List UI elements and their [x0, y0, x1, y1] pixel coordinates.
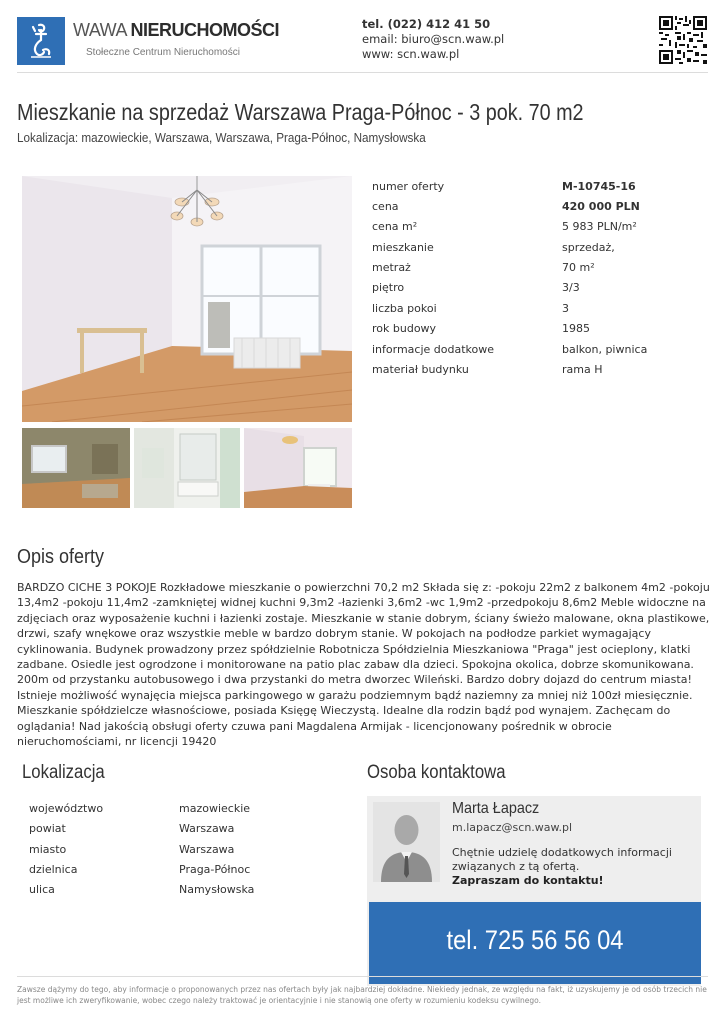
thumbnail-photo[interactable]	[244, 428, 352, 508]
thumbnail-photo[interactable]	[22, 428, 130, 508]
detail-value: 3/3	[562, 281, 580, 294]
description-text: BARDZO CICHE 3 POKOJE Rozkładowe mieszkanie o powierzchni 70,2 m2 Składa się z: -pokoju 22m2 z balkonem 4m2 -pokoju 13,4m2 -pokoju 11,4m2 -zamkniętej widnej kuchni 9,3m2 -łazienki 3,6m2 -wc 1,9m2 -przedpokoju 8,6m2 Meble widoczne na zdjęciach oraz wyposażenie kuchni i łazienki zostaje. Mieszkanie w stanie dobrym, ściany świeżo malowane, okna plastikowe, drzwi, szafy wnękowe oraz wszystkie meble w bardzo dobrym stanie. W pokojach na podłodze parkiet wymagający cyklinowania. Budynek prowadzony przez spółdzielnie Robotnicza Spółdzielnia Mieszkaniowa "Praga" jest ocieplony, klatki zadbane. Osiedle jest ogrodzone i monitorowane na patio plac zabaw dla dzieci. Spokojna okolica, dobrze skomunikowana. 200m od przystanku autobusowego i dwa przystanki do metra dworzec Wileński. Bardzo dobry dojazd do centrum miasta! Istnieje możliwość wynajęcia miejsca parkingowego w garażu podziemnym bądź naziemny za mniej niż 100zł miesięcznie. Mieszkanie spółdzielcze własnościowe, posiada Księgę Wieczystą. Idealne dla rodzin bądź pod wynajem. Zachęcam do oglądania! Nad jakością obsługi oferty czuwa pani Magdalena Armijak - licencjonowany pośrednik w obrocie nieruchomościami, nr licencji 19420	[17, 581, 710, 749]
detail-value: balkon, piwnica	[562, 343, 648, 356]
agent-phone[interactable]: tel. 725 56 56 04	[446, 925, 624, 955]
detail-label: materiał budynku	[372, 363, 469, 376]
detail-value: 5 983 PLN/m²	[562, 220, 637, 233]
qr-code	[659, 16, 707, 64]
brand-subtitle: Stołeczne Centrum Nieruchomości	[86, 47, 240, 58]
footer-divider	[17, 976, 708, 977]
mermaid-emblem-icon	[17, 17, 65, 65]
location-heading: Lokalizacja	[22, 762, 105, 783]
agency-website[interactable]: www: scn.waw.pl	[362, 47, 460, 61]
company-logo[interactable]	[17, 17, 65, 65]
location-label: powiat	[29, 822, 66, 835]
location-value: Namysłowska	[179, 883, 255, 896]
detail-value: 70 m²	[562, 261, 595, 274]
agent-name: Marta Łapacz	[452, 800, 540, 817]
detail-value: rama H	[562, 363, 603, 376]
detail-label: informacje dodatkowe	[372, 343, 495, 356]
header-divider	[17, 72, 708, 73]
brand-name: WAWA NIERUCHOMOŚCI	[73, 20, 280, 40]
main-photo[interactable]	[22, 176, 352, 422]
detail-label: cena	[372, 200, 399, 213]
agent-note: Chętnie udzielę dodatkowych informacji związanych z tą ofertą.	[452, 846, 672, 873]
detail-value: 420 000 PLN	[562, 200, 640, 213]
contact-cta: Zapraszam do kontaktu!	[452, 874, 604, 887]
detail-value: 3	[562, 302, 569, 315]
thumbnail-photo[interactable]	[134, 428, 240, 508]
detail-label: numer oferty	[372, 180, 445, 193]
detail-label: rok budowy	[372, 322, 437, 335]
offer-title: Mieszkanie na sprzedaż Warszawa Praga-Północ - 3 pok. 70 m2	[17, 99, 584, 125]
detail-value: 1985	[562, 322, 590, 335]
location-label: województwo	[29, 802, 104, 815]
agent-avatar	[373, 802, 440, 882]
location-value: Warszawa	[179, 843, 235, 856]
disclaimer-text: Zawsze dążymy do tego, aby informacje o proponowanych przez nas ofertach były jak najbardziej dokładne. Niekiedy jednak, ze względu na fakt, iż uzyskujemy je od osób trzecich nie jest możliwe ich zweryfikowanie, wobec czego należy traktować je orientacyjnie i nie stanowią one oferty w rozumieniu kodeksu cywilnego.	[17, 985, 707, 1005]
detail-value: M-10745-16	[562, 180, 636, 193]
offer-location-line: Lokalizacja: mazowieckie, Warszawa, Warszawa, Praga-Północ, Namysłowska	[17, 130, 426, 145]
detail-label: piętro	[372, 281, 405, 294]
location-value: Praga-Północ	[179, 863, 251, 876]
description-heading: Opis oferty	[17, 546, 105, 568]
detail-label: metraż	[372, 261, 411, 274]
location-value: Warszawa	[179, 822, 235, 835]
detail-label: mieszkanie	[372, 241, 434, 254]
agent-email[interactable]: m.lapacz@scn.waw.pl	[452, 821, 573, 834]
person-silhouette-icon	[373, 802, 440, 882]
agency-email[interactable]: email: biuro@scn.waw.pl	[362, 32, 505, 46]
detail-value: sprzedaż,	[562, 241, 615, 254]
location-value: mazowieckie	[179, 802, 251, 815]
contact-heading: Osoba kontaktowa	[367, 762, 506, 783]
detail-label: liczba pokoi	[372, 302, 437, 315]
location-label: dzielnica	[29, 863, 78, 876]
agency-phone[interactable]: tel. (022) 412 41 50	[362, 17, 491, 31]
detail-label: cena m²	[372, 220, 418, 233]
location-label: ulica	[29, 883, 55, 896]
location-label: miasto	[29, 843, 67, 856]
